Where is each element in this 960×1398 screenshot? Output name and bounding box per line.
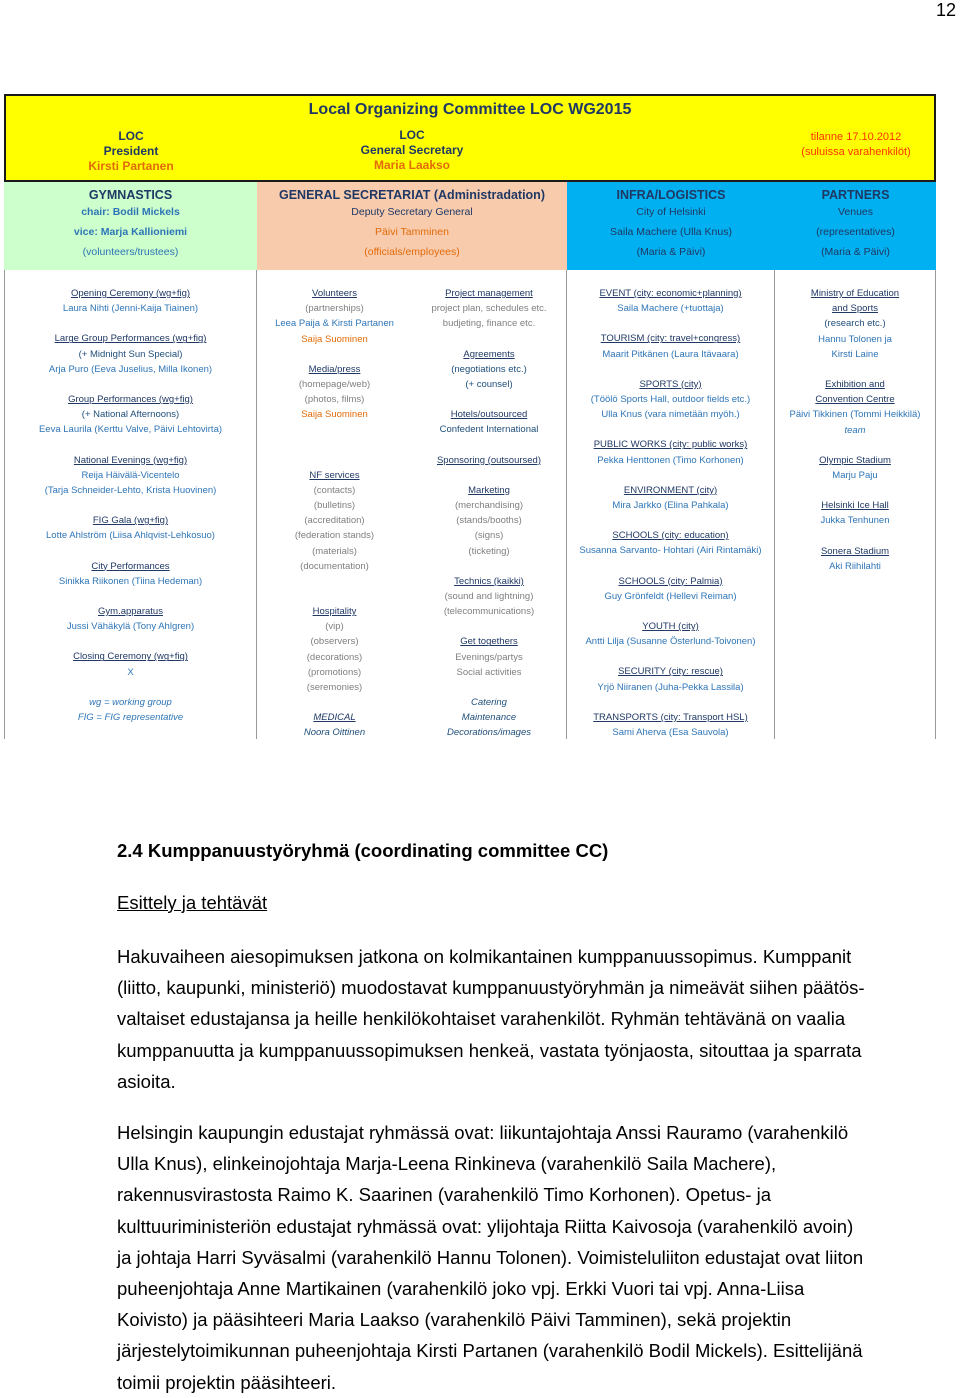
- org-chart-entry: Laura Nihti (Jenni-Kaija Tiainen): [62, 303, 199, 315]
- org-chart-entry: SPORTS (city): [639, 378, 702, 390]
- org-chart-entry: (materials): [312, 545, 357, 557]
- org-chart-entry: Exhibition and: [825, 379, 885, 391]
- org-chart-entry: Sponsoring (outsoursed): [436, 454, 542, 466]
- paragraph-line: Hakuvaiheen aiesopimuksen jatkona on kolmikantainen kumppanuussopimus. Kumppanit: [117, 946, 852, 967]
- org-chart-entry: Mira Jarkko (Elina Pahkala): [612, 500, 729, 512]
- band-line: Deputy Secretary General: [351, 206, 473, 218]
- org-chart-entry: EVENT (city: economic+planning): [599, 288, 742, 299]
- org-chart-entry: team: [844, 424, 866, 436]
- org-chart-entry: SCHOOLS (city: Palmia): [618, 575, 723, 587]
- paragraph-line: Koivisto) ja pääsihteeri Maria Laakso (varahenkilö Päivi Tamminen), sekä projektin: [117, 1309, 792, 1331]
- org-chart-entry: (signs): [474, 530, 504, 542]
- org-chart-entry: Aki Riihilahti: [829, 560, 881, 572]
- org-chart-entry: Group Performances (wg+fig): [68, 394, 193, 406]
- org-chart-entry: Guy Grönfeldt (Hellevi Reiman): [604, 590, 737, 602]
- org-chart-entry: Helsinki Ice Hall: [821, 500, 889, 512]
- status-date: tilanne 17.10.2012: [810, 131, 902, 143]
- paragraph-line: puheenjohtaja Anne Martikainen (varahenkilö joko vpj. Erkki Vuori tai vpj. Anna-Liisa: [117, 1278, 805, 1300]
- paragraph-line: kumppanuutta ja kumppanuussopimuksen henkeä, vastata työnjaosta, sitouttaa ja sparrata: [117, 1039, 862, 1061]
- spacer: [412, 392, 566, 407]
- paragraph-2: [117, 1117, 957, 1398]
- org-chart-entry: Leea Paija & Kirsti Partanen: [275, 318, 394, 330]
- spacer: [5, 680, 256, 695]
- org-chart: [4, 94, 936, 739]
- spacer: [567, 695, 774, 710]
- org-chart-entry: (accreditation): [304, 515, 365, 527]
- org-chart-entry: FIG Gala (wg+fig): [92, 515, 169, 527]
- band-line: City of Helsinki: [636, 206, 706, 218]
- secretary-l2: General Secretary: [360, 143, 464, 157]
- org-chart-entry: Hotels/outsourced: [450, 409, 528, 421]
- paragraph-1: [117, 941, 957, 1097]
- band-line: Venues: [837, 206, 874, 218]
- org-chart-entry: Convention Centre: [815, 394, 895, 406]
- org-chart-entry: MEDICAL: [313, 712, 356, 724]
- org-chart-entry: (+ counsel): [465, 379, 513, 391]
- secretary-name: Maria Laakso: [373, 158, 451, 172]
- org-chart-entry: (partnerships): [305, 303, 364, 315]
- org-chart-title: Local Organizing Committee LOC WG2015: [308, 101, 632, 118]
- spacer: [412, 559, 566, 574]
- paragraph-line: Helsingin kaupungin edustajat ryhmässä ovat: liikuntajohtaja Anssi Rauramo (varahenkilö: [117, 1122, 849, 1143]
- band-partners: [775, 182, 936, 270]
- org-chart-entry: Volunteers: [312, 288, 357, 299]
- band-line: (representatives): [816, 226, 895, 238]
- spacer: [775, 362, 935, 377]
- column-secretariat-right: [412, 270, 567, 739]
- org-chart-entry: Project management: [445, 288, 533, 299]
- org-chart-entry: Sinikka Riikonen (Tiina Hedeman): [58, 575, 203, 587]
- president-name: Kirsti Partanen: [88, 159, 174, 173]
- org-chart-entry: (photos, films): [304, 394, 365, 406]
- org-chart-entry: Arja Puro (Eeva Juselius, Milla Ikonen): [48, 363, 213, 375]
- spacer: [5, 589, 256, 604]
- org-chart-entry: project plan, schedules etc.: [431, 303, 547, 315]
- org-chart-entry: TRANSPORTS (city: Transport HSL): [593, 711, 748, 723]
- org-chart-entry: Closing Ceremony (wg+fig): [73, 651, 188, 663]
- secretary-l1: LOC: [399, 128, 425, 142]
- spacer: [567, 362, 774, 377]
- org-chart-entry: Social activities: [456, 666, 522, 678]
- org-chart-entry: Ulla Knus (vara nimetään myöh.): [601, 409, 740, 421]
- org-chart-entry: Decorations/images: [447, 727, 531, 739]
- status-note: [776, 130, 936, 160]
- org-chart-entry: Opening Ceremony (wg+fig): [70, 288, 191, 299]
- org-chart-entry: Yrjö Niiranen (Juha-Pekka Lassila): [597, 681, 744, 693]
- spacer: [412, 438, 566, 453]
- paragraph-line: (liitto, kaupunki, ministeriö) muodostavat kumppanuustyöryhmän ja nimeävät siihen päätös-: [117, 977, 865, 999]
- spacer: [567, 649, 774, 664]
- paragraph-line: kulttuuriministeriön edustajat ryhmässä ovat: ylijohtaja Riitta Kaivosoja (varahenkilö avoin): [117, 1215, 854, 1237]
- paragraph-line: Ulla Knus), elinkeinojohtaja Marja-Leena Rinkineva (varahenkilö Saila Machere),: [117, 1153, 777, 1175]
- president-block: [51, 129, 211, 174]
- spacer: [775, 529, 935, 544]
- org-chart-entry: Päivi Tikkinen (Tommi Heikkilä): [789, 409, 921, 421]
- column-secretariat-left: [257, 270, 412, 739]
- spacer: [412, 619, 566, 634]
- org-chart-entry: Susanna Sarvanto- Hohtari (Airi Rintamäki): [579, 545, 762, 557]
- org-chart-entry: Maarit Pitkänen (Laura Itävaara): [602, 348, 739, 360]
- spacer: [5, 498, 256, 513]
- spacer: [257, 589, 412, 604]
- spacer: [412, 332, 566, 347]
- paragraph-line: valtaiset edustajansa ja heille henkilökohtaiset varahenkilöt. Ryhmän tehtävänä on vaalia: [117, 1008, 846, 1030]
- band-line: chair: Bodil Mickels: [81, 206, 180, 218]
- org-chart-entry: Technics (kaikki): [454, 575, 524, 587]
- org-chart-entry: Sami Aherva (Esa Sauvola): [612, 727, 729, 739]
- band-line: vice: Marja Kallioniemi: [73, 226, 188, 238]
- org-chart-entry: (observers): [310, 636, 359, 648]
- org-chart-entry: YOUTH (city): [642, 621, 699, 633]
- secretary-block: [332, 128, 492, 173]
- spacer: [257, 423, 412, 438]
- org-chart-entry: Get togethers: [460, 636, 518, 648]
- paragraph-line: rakennusvirastosta Raimo K. Saarinen (varahenkilö Timo Korhonen). Opetus- ja: [117, 1184, 771, 1206]
- org-chart-entry: (decorations): [306, 651, 363, 663]
- band-line: (Maria & Päivi): [636, 246, 706, 258]
- org-chart-entry: (ticketing): [468, 545, 510, 557]
- spacer: [567, 513, 774, 528]
- band-title: GYMNASTICS: [88, 188, 173, 202]
- org-chart-entry: Maintenance: [461, 712, 517, 724]
- org-chart-entry: Hospitality: [312, 606, 357, 618]
- president-l1: LOC: [118, 129, 144, 143]
- org-chart-entry: Large Group Performances (wg+fig): [54, 333, 207, 345]
- org-chart-entry: wg = working group: [89, 696, 172, 708]
- page-number: 12: [935, 0, 956, 20]
- org-chart-entry: (vip): [325, 621, 344, 633]
- org-chart-entry: SECURITY (city: rescue): [618, 666, 723, 678]
- spacer: [5, 634, 256, 649]
- section-heading: 2.4 Kumppanuustyöryhmä (coordinating committee CC): [117, 840, 609, 861]
- org-chart-entry: (homepage/web): [298, 379, 371, 391]
- org-chart-entry: FIG = FIG representative: [77, 712, 184, 724]
- org-chart-entry: (contacts): [313, 484, 356, 496]
- band-title: GENERAL SECRETARIAT (Administradation): [279, 188, 545, 202]
- org-chart-entry: (bulletins): [313, 500, 356, 512]
- org-chart-entry: Reija Häivälä-Vicentelo: [81, 469, 180, 481]
- spacer: [5, 544, 256, 559]
- org-chart-entry: Ministry of Education: [810, 288, 900, 299]
- org-chart-entry: Saila Machere (+tuottaja): [617, 303, 724, 315]
- org-chart-entry: Media/press: [308, 363, 361, 375]
- org-chart-entry: ENVIRONMENT (city): [623, 484, 718, 496]
- column-partners: [775, 270, 936, 739]
- org-chart-entry: (federation stands): [294, 530, 375, 542]
- spacer: [567, 604, 774, 619]
- column-infra: [567, 270, 775, 739]
- band-title: INFRA/LOGISTICS: [616, 188, 726, 202]
- status-note-text: (suluissa varahenkilöt): [801, 146, 911, 158]
- band-infra: [567, 182, 775, 270]
- band-line: (officials/employees): [364, 246, 460, 258]
- org-chart-entry: Kirsti Laine: [831, 348, 879, 360]
- spacer: [5, 438, 256, 453]
- org-chart-entry: Antti Lilja (Susanne Österlund-Toivonen): [585, 636, 756, 648]
- section-subheading: Esittely ja tehtävät: [117, 892, 268, 913]
- spacer: [5, 316, 256, 331]
- org-chart-entry: PUBLIC WORKS (city: public works): [593, 439, 748, 451]
- org-chart-entry: (Tarja Schneider-Lehto, Krista Huovinen): [44, 485, 217, 497]
- org-chart-entry: SCHOOLS (city: education): [612, 530, 729, 542]
- org-chart-entry: Noora Oittinen: [303, 727, 366, 739]
- spacer: [412, 468, 566, 483]
- org-chart-entry: Sonera Stadium: [820, 545, 890, 557]
- org-chart-entry: Agreements: [463, 348, 515, 360]
- spacer: [567, 559, 774, 574]
- org-chart-header: [4, 94, 936, 182]
- org-chart-entry: (seremonies): [306, 682, 363, 694]
- paragraph-line: toimii projektin pääsihteeri.: [117, 1371, 337, 1393]
- org-chart-entry: City Performances: [91, 560, 170, 572]
- org-chart-entry: Saija Suominen: [301, 333, 368, 345]
- org-chart-entry: (stands/booths): [456, 515, 522, 527]
- org-chart-entry: (sound and lightning): [444, 591, 534, 603]
- spacer: [257, 453, 412, 468]
- org-chart-entry: Catering: [471, 697, 507, 709]
- paragraph-line: järjestelytoimikunnan puheenjohtaja Kirsti Partanen (varahenkilö Bodil Mickels). Esittelijänä: [117, 1340, 863, 1362]
- spacer: [257, 574, 412, 589]
- org-chart-entry: X: [127, 666, 134, 678]
- spacer: [257, 438, 412, 453]
- paragraph-line: asioita.: [117, 1070, 176, 1092]
- band-line: (volunteers/trustees): [82, 246, 179, 258]
- org-chart-entry: (merchandising): [454, 500, 524, 512]
- spacer: [412, 680, 566, 695]
- spacer: [775, 438, 935, 453]
- org-chart-entry: (+ Midnight Sun Special): [78, 348, 183, 360]
- spacer: [567, 316, 774, 331]
- org-chart-entry: (negotiations etc.): [451, 363, 527, 375]
- band-line: (Maria & Päivi): [821, 246, 890, 258]
- band-line: Päivi Tamminen: [375, 226, 449, 238]
- org-chart-entry: Pekka Henttonen (Timo Korhonen): [597, 454, 744, 466]
- spacer: [775, 483, 935, 498]
- org-chart-entry: Jukka Tenhunen: [820, 515, 890, 527]
- band-title: PARTNERS: [821, 188, 890, 202]
- spacer: [5, 377, 256, 392]
- spacer: [567, 422, 774, 437]
- band-secretariat: [257, 182, 567, 270]
- spacer: [257, 347, 412, 362]
- paragraph-line: ja johtaja Harri Syväsalmi (varahenkilö Hannu Tolonen). Voimisteluliiton edustajat ovat liiton: [117, 1246, 864, 1268]
- org-chart-entry: Marju Paju: [832, 470, 878, 482]
- org-chart-entry: National Evenings (wg+fig): [73, 454, 188, 466]
- org-chart-entry: (telecommunications): [443, 606, 535, 618]
- org-chart-entry: Marketing: [468, 484, 510, 496]
- org-chart-entry: and Sports: [832, 303, 878, 315]
- org-chart-entry: (Töölö Sports Hall, outdoor fields etc.): [590, 394, 751, 406]
- org-chart-entry: Gym.apparatus: [98, 606, 163, 618]
- org-chart-entry: (promotions): [307, 666, 362, 678]
- org-chart-entry: Eeva Laurila (Kerttu Valve, Päivi Lehtovirta): [38, 424, 223, 436]
- band-line: Saila Machere (Ulla Knus): [610, 226, 732, 238]
- org-chart-entry: budjeting, finance etc.: [442, 318, 536, 330]
- org-chart-entry: Saija Suominen: [301, 409, 368, 421]
- column-gymnastics: [4, 270, 257, 739]
- org-chart-entry: Confedent International: [439, 424, 539, 436]
- org-chart-entry: Olympic Stadium: [819, 454, 891, 466]
- band-gymnastics: [4, 182, 257, 270]
- org-chart-entry: Jussi Vähäkylä (Tony Ahlgren): [66, 621, 195, 633]
- spacer: [257, 695, 412, 710]
- org-chart-entry: Hannu Tolonen ja: [818, 333, 892, 345]
- president-l2: President: [103, 144, 159, 158]
- org-chart-entry: (documentation): [300, 560, 369, 572]
- org-chart-entry: (+ National Afternoons): [81, 409, 180, 421]
- org-chart-entry: Evenings/partys: [455, 651, 523, 663]
- org-chart-entry: Lotte Ahlström (Liisa Ahlqvist-Lehkosuo): [46, 530, 215, 542]
- org-chart-entry: TOURISM (city: travel+congress): [600, 333, 741, 345]
- org-chart-entry: (research etc.): [824, 318, 886, 330]
- org-chart-entry: NF services: [309, 469, 360, 481]
- spacer: [567, 468, 774, 483]
